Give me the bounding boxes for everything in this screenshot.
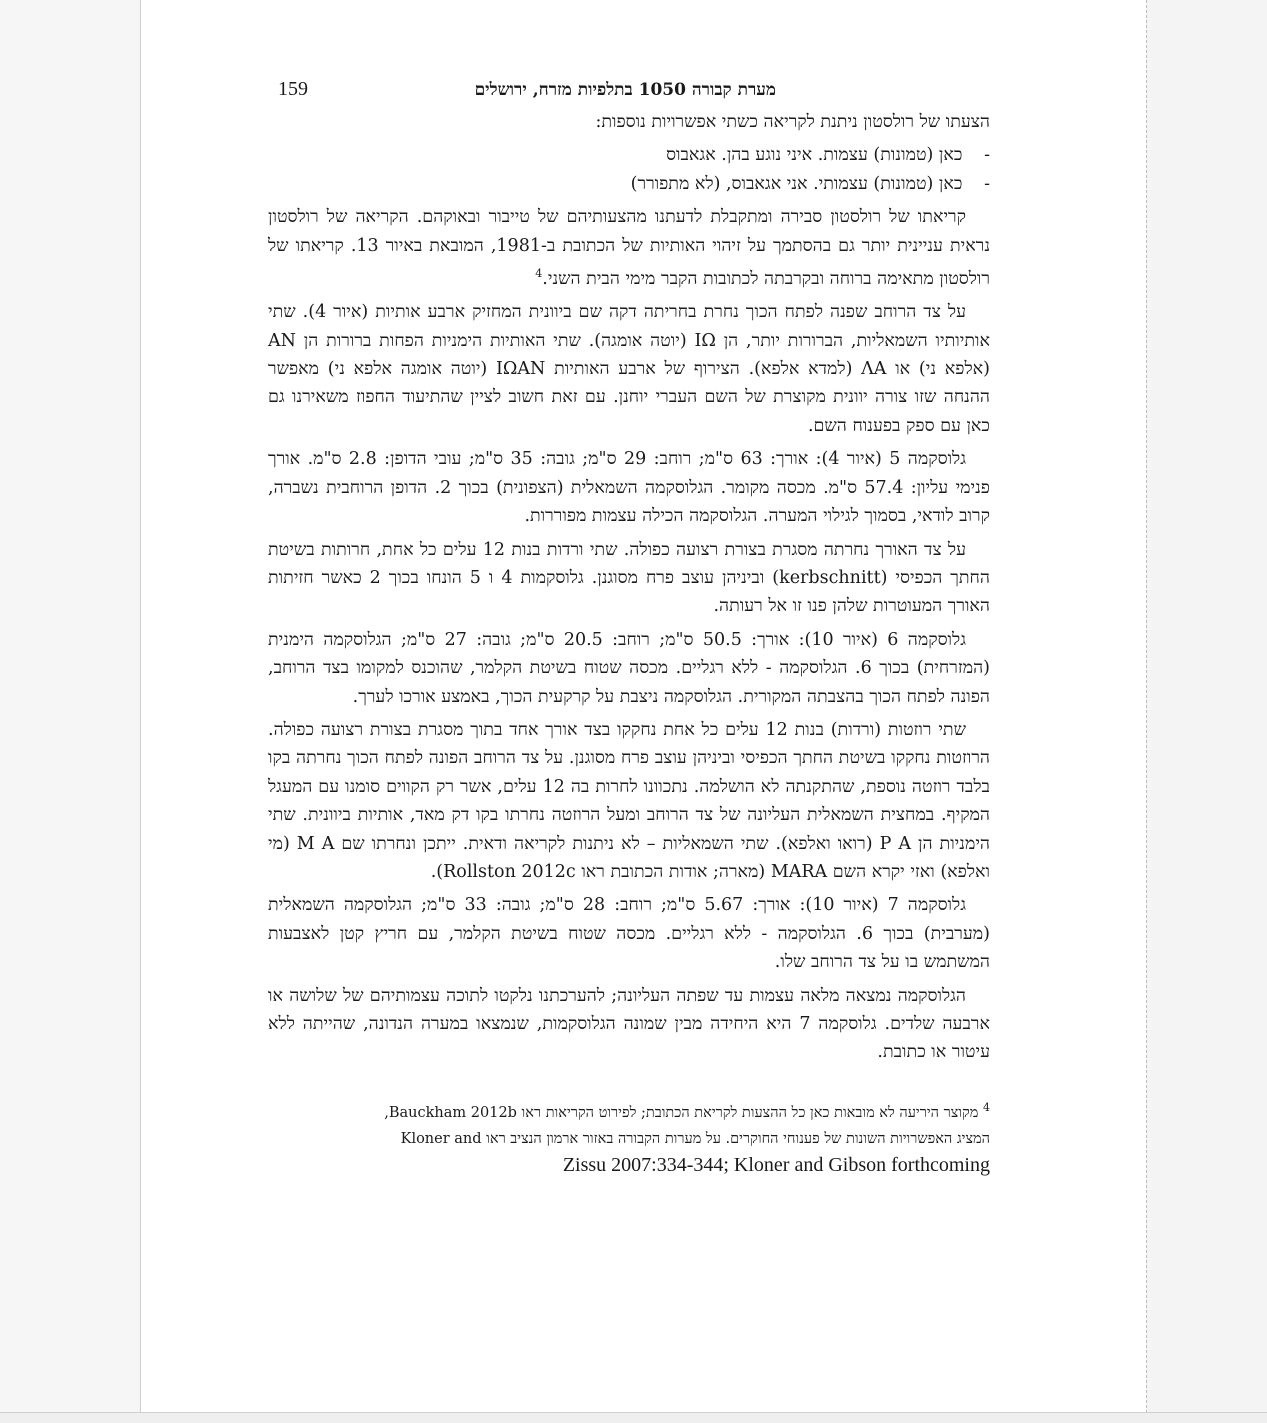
paragraph-intro: הצעתו של רולסטון ניתנת לקריאה כשתי אפשרויות נוספות: [595, 112, 990, 132]
list-item [268, 170, 990, 198]
dash-marker: - [984, 145, 990, 166]
footnotes [268, 1095, 990, 1178]
list-item [268, 141, 990, 169]
bullet-text-1: כאן (טמונות) עצמות. איני נוגע בהן. אגאבוס [666, 145, 963, 166]
dash-marker: - [984, 173, 990, 194]
scan-bottom-edge [0, 1412, 1267, 1423]
footnote-line-1 [268, 1095, 990, 1126]
bullet-text-2: כאן (טמונות) עצמותי. אני אגאבוס, (לא מתפורר) [630, 173, 963, 194]
paragraph-2: על צד הרוחב שפנה לפתח הכוך נחרת בחריתה דקה שם ביוונית המחזיק ארבע אותיות (איור 4). שתי אותיותיו השמאליות, הברורות יותר, הן IΩ (יוטה אומגה). שתי האותיות הימניות הפחות ברורות הן AN (אלפא ני) או ΛA (למדא אלפא). הצירוף של ארבע האותיות IΩAN (יוטה אומגה אלפא ני) מאפשר ההנחה שזו צורה יוונית מקוצרת של השם העברי יוחנן. עם זאת חשוב לציין שהתיעוד החפוז משאירנו גם כאן עם ספק בפענוח השם. [268, 302, 990, 436]
running-title: מערת קבורה 1050 בתלפיות מזרח, ירושלים [474, 80, 776, 100]
body-text [268, 108, 990, 1067]
paragraph-3: גלוסקמה 5 (איור 4): אורך: 63 ס"מ; רוחב: 29 ס"מ; גובה: 35 ס"מ; עובי הדופן: 2.8 ס"מ. אורך פנימי עליון: 57.4 ס"מ. מכסה מקומר. הגלוסקמה השמאלית (הצפונית) בכוך 2. הדופן הרוחבית נשברה, קרוב לודאי, בסמוך לגילוי המערה. הגלוסקמה הכילה עצמות מפוררות. [268, 449, 990, 527]
footnote-ref[interactable]: 4 [535, 267, 543, 281]
footnote-number: 4 [983, 1100, 990, 1114]
page-number: 159 [278, 78, 308, 100]
paragraph-6: שתי רוזטות (ורדות) בנות 12 עלים כל אחת נחקקו בצד אורך אחד בתוך מסגרת בצורת רצועה כפולה. הרוזטות נחקקו בשיטת החתך הכפיסי וביניהן עוצב פרח מסוגנן. על צד הרוחב הפונה לפתח הכוך נחרתה בקו בלבד רוזטה נוספת, שהתקנתה לא הושלמה. נתכוונו לחרות בה 12 עלים, אשר רק הקווים סומנו עם המעגל המקיף. במחצית השמאלית העליונה של צד הרוחב ומעל הרוזטה נחרתו בקו דק מאד, אותיות ביוונית. שתי הימניות הן P A (רואו ואלפא). שתי השמאליות – לא ניתנות לקריאה ודאית. ייתכן ונחרתו שם M A (מי ואלפא) ואזי יקרא השם MARA (מארה; אודות הכתובת ראו Rollston 2012c). [268, 719, 990, 882]
scan-left-margin [0, 0, 141, 1423]
footnote-text-1: מקוצר היריעה לא מובאות כאן כל ההצעות לקריאת הכתובת; לפירוט הקריאות ראו Bauckham 2012b, [384, 1104, 979, 1121]
paragraph-1 [268, 203, 990, 293]
paragraph-8: הגלוסקמה נמצאה מלאה עצמות עד שפתה העליונה; להערכתנו נלקטו לתוכה עצמותיהם של שלושה או ארבעה שלדים. גלוסקמה 7 היא היחידה מבין שמונה הגלוסקמות, שנמצאו במערה הנדונה, שהייתה ללא עיטור או כתובת. [268, 985, 990, 1063]
paragraph-1-text: קריאתו של רולסטון סבירה ומתקבלת לדעתנו מהצעותיהם של טייבור ובאוקהם. הקריאה של רולסטון נראית עניינית יותר גם בהסתמך על זיהוי האותיות של הכתובת ב-1981, המובאת באיור 13. קריאתו של רולסטון מתאימה ברוחה ובקרבתה לכתובות הקבר מימי הבית השני. [268, 207, 991, 289]
footnote-line-3: Zissu 2007:334-344; Kloner and Gibson forthcoming [562, 1153, 990, 1176]
running-head [268, 74, 990, 108]
paragraph-5: גלוסקמה 6 (איור 10): אורך: 50.5 ס"מ; רוחב: 20.5 ס"מ; גובה: 27 ס"מ; הגלוסקמה הימנית (המזרחית) בכוך 6. הגלוסקמה - ללא רגליים. מכסה שטוח בשיטת הקלמר, שהוכנס למקומו בצד הרוחב, הפונה לפתח הכוך בהצבתה המקורית. הגלוסקמה ניצבת על קרקעית הכוך, באמצע אורכו לערך. [268, 629, 990, 707]
footnote-line-2: המציג האפשרויות השונות של פענוחי החוקרים. על מערות הקבורה באזור ארמון הנציב ראו Kloner and [400, 1130, 990, 1147]
paragraph-7: גלוסקמה 7 (איור 10): אורך: 5.67 ס"מ; רוחב: 28 ס"מ; גובה: 33 ס"מ; הגלוסקמה השמאלית (מערבית) בכוך 6. הגלוסקמה - ללא רגליים. מכסה שטוח בשיטת הקלמר, עם חריץ קטן לאצבעות המשתמש בו על צד הרוחב שלו. [268, 895, 990, 973]
document-page [268, 74, 990, 1178]
paragraph-4: על צד האורך נחרתה מסגרת בצורת רצועה כפולה. שתי ורדות בנות 12 עלים כל אחת, חרותות בשיטת החתך הכפיסי (kerbschnitt) וביניהן עוצב פרח מסוגנן. גלוסקמות 4 ו 5 הונחו בכוך 2 כאשר חזיתות האורך המעוטרות שלהן פנו זו אל רעותה. [268, 539, 990, 617]
scan-right-margin [1146, 0, 1267, 1423]
